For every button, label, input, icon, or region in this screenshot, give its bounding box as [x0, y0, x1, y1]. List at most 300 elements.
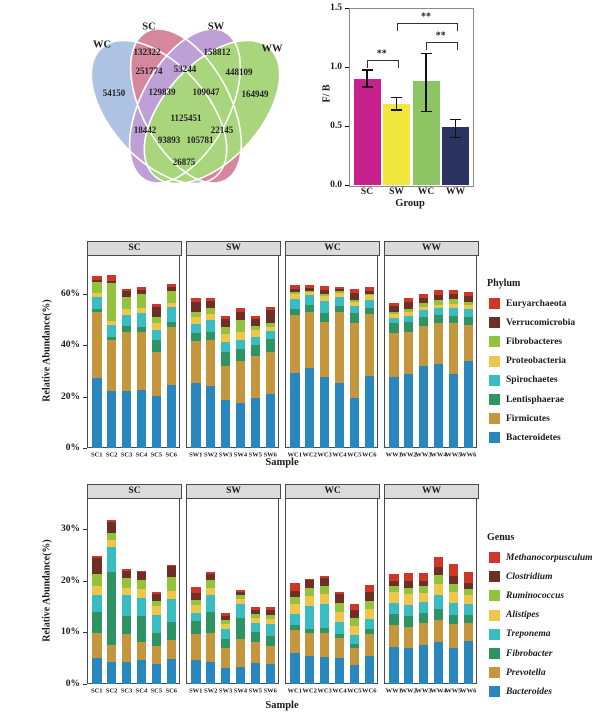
segment-prevotella	[107, 645, 117, 663]
legend-label-prevotella: Prevotella	[506, 667, 546, 678]
segment-firmicutes	[266, 352, 276, 394]
genus-legend-title: Genus	[487, 532, 515, 543]
segment-spirochaetes	[350, 306, 360, 314]
segment-spirochaetes	[365, 300, 375, 308]
stacked-bar-sw6	[266, 307, 276, 448]
segment-methanocorpusculum	[434, 557, 444, 567]
segment-spirochaetes	[92, 297, 102, 309]
stacked-bar-sw4	[236, 590, 246, 684]
segment-alistipes	[434, 584, 444, 595]
legend-label-methanocorpusculum: Methanocorpusculum	[506, 552, 593, 563]
segment-treponema	[266, 624, 276, 636]
segment-prevotella	[122, 634, 132, 662]
genus-x-axis-label: Sample	[265, 700, 299, 711]
xtick-label-wc6: WC6	[362, 687, 377, 695]
xtick-label-sw6: SW6	[263, 687, 277, 695]
panel-header-sc: SC	[87, 241, 182, 256]
segment-bacteroides	[221, 668, 231, 684]
segment-alistipes	[335, 612, 345, 622]
segment-fibrobacter	[206, 612, 216, 633]
segment-bacteroidetes	[305, 368, 315, 448]
xtick-label-sw6: SW6	[263, 451, 277, 459]
stacked-bar-ww3	[419, 294, 429, 448]
segment-prevotella	[167, 640, 177, 659]
segment-bacteroidetes	[389, 377, 399, 448]
segment-treponema	[167, 599, 177, 622]
legend-label-bacteroidetes: Bacteroidetes	[506, 432, 561, 443]
segment-spirochaetes	[236, 340, 246, 348]
segment-alistipes	[419, 593, 429, 603]
stacked-bar-wc1	[290, 583, 300, 684]
segment-alistipes	[365, 609, 375, 619]
segment-firmicutes	[221, 366, 231, 400]
xtick-label-sc1: SC1	[90, 451, 103, 459]
segment-proteobacteria	[191, 317, 201, 324]
segment-firmicutes	[434, 323, 444, 363]
segment-lentisphaerae	[389, 323, 399, 333]
stacked-bar-ww4	[434, 290, 444, 448]
segment-bacteroidetes	[335, 383, 345, 448]
segment-fibrobacter	[107, 572, 117, 644]
segment-clostridium	[335, 594, 345, 603]
fb-ytick-label: 0.5	[330, 121, 342, 131]
segment-firmicutes	[290, 315, 300, 373]
segment-bacteroides	[206, 662, 216, 684]
segment-bacteroides	[266, 664, 276, 684]
ytick-label: 10%	[61, 627, 80, 638]
segment-ruminococcus	[320, 586, 330, 594]
segment-alistipes	[152, 606, 162, 615]
fb-errorbar-cap-bottom	[391, 109, 402, 110]
segment-bacteroides	[404, 648, 414, 684]
segment-firmicutes	[137, 332, 147, 390]
segment-methanocorpusculum	[389, 574, 399, 581]
xtick-label-sw1: SW1	[189, 451, 203, 459]
fb-sig-label: **	[376, 48, 387, 60]
segment-clostridium	[449, 576, 459, 585]
xtick-label-ww5: WW5	[445, 451, 462, 459]
segment-lentisphaerae	[191, 333, 201, 342]
segment-fibrobacter	[191, 621, 201, 633]
segment-bacteroidetes	[137, 390, 147, 448]
ytick-label: 20%	[61, 391, 80, 402]
segment-bacteroides	[152, 664, 162, 684]
legend-swatch-fibrobacteres	[489, 336, 500, 347]
segment-bacteroidetes	[221, 400, 231, 448]
segment-ruminococcus	[92, 574, 102, 586]
segment-alistipes	[350, 626, 360, 636]
segment-bacteroidetes	[290, 373, 300, 448]
segment-clostridium	[152, 594, 162, 601]
segment-proteobacteria	[152, 323, 162, 330]
segment-proteobacteria	[251, 330, 261, 337]
fb-ytick-label: 1.0	[330, 62, 342, 72]
legend-swatch-spirochaetes	[489, 375, 500, 386]
segment-bacteroides	[305, 656, 315, 684]
xtick-label-ww5: WW5	[445, 687, 462, 695]
segment-lentisphaerae	[320, 313, 330, 321]
xtick-label-wc5: WC5	[347, 451, 362, 459]
segment-treponema	[434, 595, 444, 609]
legend-swatch-clostridium	[489, 571, 500, 582]
fb-xtick-label-sc: SC	[360, 187, 374, 197]
segment-alistipes	[137, 589, 147, 598]
xtick-label-sc5: SC5	[150, 451, 163, 459]
segment-methanocorpusculum	[419, 573, 429, 581]
xtick-label-sw5: SW5	[248, 451, 263, 459]
panel-header-ww: WW	[384, 484, 479, 499]
xtick-label-sc2: SC2	[105, 687, 118, 695]
segment-prevotella	[320, 633, 330, 657]
venn-count-wc+sw+ww: 93893	[157, 135, 181, 145]
segment-lentisphaerae	[266, 339, 276, 352]
segment-verrucomicrobia	[236, 312, 246, 320]
venn-set-label-wc: WC	[92, 39, 112, 51]
segment-bacteroides	[320, 657, 330, 684]
segment-bacteroides	[137, 660, 147, 684]
segment-treponema	[404, 605, 414, 616]
stacked-bar-sc5	[152, 304, 162, 448]
stacked-bar-ww4	[434, 557, 444, 684]
stacked-bar-wc1	[290, 285, 300, 448]
stacked-bar-sc3	[122, 289, 132, 448]
segment-proteobacteria	[221, 334, 231, 342]
segment-fibrobacteres	[107, 283, 117, 322]
segment-bacteroides	[167, 659, 177, 684]
fb-errorbar-cap-bottom	[450, 137, 461, 138]
fb-ytick-mark	[345, 126, 349, 127]
panel-header-wc: WC	[285, 241, 380, 256]
stacked-bar-ww3	[419, 573, 429, 684]
segment-clostridium	[365, 592, 375, 601]
segment-bacteroidetes	[152, 396, 162, 448]
fb-errorbar-line	[455, 120, 456, 138]
panel-header-sw: SW	[186, 484, 281, 499]
stacked-bar-sc2	[107, 520, 117, 684]
segment-methanocorpusculum	[404, 573, 414, 581]
segment-ruminococcus	[122, 578, 132, 588]
ytick-mark	[83, 684, 87, 685]
segment-firmicutes	[92, 312, 102, 379]
legend-swatch-prevotella	[489, 667, 500, 678]
legend-swatch-proteobacteria	[489, 356, 500, 367]
venn-labels	[0, 0, 310, 215]
xtick-label-sc3: SC3	[120, 687, 133, 695]
ytick-label: 30%	[61, 523, 80, 534]
xtick-label-wc4: WC4	[332, 687, 347, 695]
segment-prevotella	[404, 627, 414, 648]
venn-count-sc+sw+ww: 109047	[192, 87, 220, 97]
segment-prevotella	[221, 648, 231, 668]
segment-verrucomicrobia	[266, 310, 276, 322]
stacked-bar-wc4	[335, 592, 345, 684]
stacked-bar-wc6	[365, 287, 375, 448]
segment-fibrobacter	[236, 618, 246, 638]
stacked-bar-sc6	[167, 565, 177, 684]
segment-prevotella	[92, 633, 102, 658]
segment-alistipes	[290, 604, 300, 613]
stacked-bar-sc5	[152, 592, 162, 684]
stacked-bar-ww5	[449, 564, 459, 684]
legend-label-proteobacteria: Proteobacteria	[506, 356, 566, 367]
segment-fibrobacteres	[92, 282, 102, 293]
segment-spirochaetes	[107, 325, 117, 337]
segment-prevotella	[251, 642, 261, 663]
panel-header-ww: WW	[384, 241, 479, 256]
segment-spirochaetes	[167, 307, 177, 322]
phylum-stacked-chart	[0, 235, 600, 480]
segment-clostridium	[404, 581, 414, 588]
segment-spirochaetes	[419, 310, 429, 317]
stacked-bar-sc2	[107, 275, 117, 448]
stacked-bar-sc1	[92, 276, 102, 448]
segment-prevotella	[389, 625, 399, 648]
segment-methanocorpusculum	[464, 572, 474, 582]
segment-fibrobacter	[419, 613, 429, 623]
segment-bacteroidetes	[92, 378, 102, 448]
segment-treponema	[251, 623, 261, 632]
segment-bacteroidetes	[266, 394, 276, 448]
segment-lentisphaerae	[449, 316, 459, 324]
segment-treponema	[419, 602, 429, 613]
venn-count-wc+sw: 18442	[133, 125, 157, 135]
segment-treponema	[389, 603, 399, 614]
phylum-legend-title: Phylum	[487, 278, 521, 289]
segment-firmicutes	[122, 332, 132, 391]
segment-spirochaetes	[266, 331, 276, 338]
stacked-bar-ww2	[404, 573, 414, 684]
legend-swatch-treponema	[489, 629, 500, 640]
segment-clostridium	[350, 610, 360, 618]
segment-fibrobacteres	[221, 327, 231, 334]
segment-bacteroidetes	[191, 383, 201, 448]
venn-count-sw+ww: 448109	[225, 67, 253, 77]
xtick-label-ww6: WW6	[460, 451, 477, 459]
ytick-label: 20%	[61, 575, 80, 586]
segment-bacteroidetes	[404, 374, 414, 448]
segment-lentisphaerae	[305, 305, 315, 312]
segment-alistipes	[305, 596, 315, 606]
segment-spirochaetes	[320, 301, 330, 313]
segment-methanocorpusculum	[365, 585, 375, 592]
segment-lentisphaerae	[236, 349, 246, 362]
xtick-label-ww2: WW2	[400, 687, 417, 695]
segment-bacteroides	[389, 647, 399, 684]
segment-verrucomicrobia	[221, 319, 231, 327]
segment-bacteroides	[107, 662, 117, 684]
legend-label-ruminococcus: Ruminococcus	[506, 590, 565, 601]
genus-y-axis-label: Relative Abundance(%)	[41, 539, 53, 642]
segment-bacteroidetes	[449, 374, 459, 448]
segment-lentisphaerae	[251, 345, 261, 356]
xtick-label-sw5: SW5	[248, 687, 263, 695]
segment-fibrobacter	[167, 622, 177, 640]
segment-bacteroides	[434, 642, 444, 684]
genus-stacked-chart	[0, 480, 600, 720]
segment-ruminococcus	[419, 586, 429, 593]
segment-fibrobacteres	[122, 297, 132, 309]
segment-fibrobacteres	[167, 291, 177, 303]
segment-fibrobacteres	[152, 317, 162, 324]
segment-prevotella	[290, 630, 300, 653]
fb-xtick-label-wc: WC	[417, 187, 435, 197]
segment-firmicutes	[365, 314, 375, 376]
segment-fibrobacter	[137, 616, 147, 642]
segment-bacteroides	[290, 653, 300, 684]
fb-errorbar-cap-top	[450, 119, 461, 120]
segment-spirochaetes	[152, 330, 162, 340]
segment-lentisphaerae	[419, 317, 429, 326]
segment-alistipes	[449, 592, 459, 603]
stacked-bar-sw4	[236, 308, 246, 448]
segment-alistipes	[206, 588, 216, 595]
segment-fibrobacter	[389, 614, 399, 625]
segment-bacteroides	[122, 662, 132, 684]
xtick-label-ww1: WW1	[385, 451, 402, 459]
segment-treponema	[464, 604, 474, 615]
segment-firmicutes	[191, 341, 201, 383]
xtick-label-ww2: WW2	[400, 451, 417, 459]
segment-ruminococcus	[335, 603, 345, 612]
venn-count-wc+sc: 251774	[135, 66, 163, 76]
stacked-bar-sw2	[206, 572, 216, 684]
legend-label-clostridium: Clostridium	[506, 571, 553, 582]
ytick-label: 0%	[65, 443, 80, 453]
fb-bar-sc	[354, 79, 381, 185]
fb-sig-label: **	[421, 11, 431, 23]
stacked-bar-wc3	[320, 286, 330, 448]
segment-alistipes	[191, 605, 201, 612]
segment-bacteroidetes	[236, 403, 246, 448]
xtick-label-sc3: SC3	[120, 451, 133, 459]
fb-bar-chart	[310, 0, 600, 220]
segment-alistipes	[404, 594, 414, 605]
segment-firmicutes	[251, 356, 261, 398]
legend-swatch-lentisphaerae	[489, 394, 500, 405]
segment-firmicutes	[167, 327, 177, 385]
xtick-label-wc1: WC1	[287, 687, 302, 695]
segment-bacteroidetes	[251, 398, 261, 448]
segment-bacteroides	[350, 665, 360, 684]
xtick-label-sw4: SW4	[233, 687, 248, 695]
fb-sig-bracket	[426, 42, 458, 50]
stacked-bar-ww1	[389, 574, 399, 684]
segment-proteobacteria	[122, 309, 132, 316]
xtick-label-wc2: WC2	[302, 687, 317, 695]
xtick-label-sw4: SW4	[233, 451, 248, 459]
segment-firmicutes	[305, 312, 315, 368]
segment-firmicutes	[320, 322, 330, 378]
venn-count-sw: 158812	[203, 47, 231, 57]
fb-xtick-label-ww: WW	[446, 187, 465, 197]
segment-firmicutes	[449, 323, 459, 373]
segment-treponema	[320, 604, 330, 628]
segment-prevotella	[152, 646, 162, 664]
stacked-bar-wc2	[305, 579, 315, 684]
segment-treponema	[350, 635, 360, 644]
segment-bacteroidetes	[350, 398, 360, 448]
fb-xtick-label-sw: SW	[389, 187, 404, 197]
stacked-bar-sc1	[92, 556, 102, 684]
segment-spirochaetes	[251, 337, 261, 345]
phylum-y-axis-label: Relative Abundance(%)	[41, 299, 53, 402]
legend-swatch-fibrobacter	[489, 648, 500, 659]
segment-fibrobacter	[122, 616, 132, 634]
xtick-label-wc3: WC3	[317, 451, 332, 459]
stacked-bar-wc4	[335, 287, 345, 448]
fb-sig-label: **	[435, 30, 446, 42]
segment-fibrobacter	[464, 615, 474, 623]
segment-verrucomicrobia	[152, 307, 162, 317]
legend-swatch-ruminococcus	[489, 590, 500, 601]
segment-proteobacteria	[236, 332, 246, 340]
segment-spirochaetes	[206, 320, 216, 332]
segment-ruminococcus	[137, 580, 147, 589]
legend-label-fibrobacteres: Fibrobacteres	[506, 336, 563, 347]
xtick-label-sw1: SW1	[189, 687, 203, 695]
legend-label-fibrobacter: Fibrobacter	[506, 648, 553, 659]
segment-firmicutes	[335, 312, 345, 383]
segment-bacteroides	[335, 658, 345, 684]
segment-lentisphaerae	[434, 315, 444, 323]
segment-lentisphaerae	[350, 313, 360, 323]
stacked-bar-ww1	[389, 303, 399, 448]
segment-clostridium	[305, 580, 315, 589]
venn-count-wc+sc+ww: 105781	[186, 135, 214, 145]
segment-prevotella	[464, 623, 474, 641]
stacked-bar-sc4	[137, 287, 147, 448]
xtick-label-wc3: WC3	[317, 687, 332, 695]
segment-prevotella	[350, 648, 360, 665]
segment-fibrobacter	[404, 616, 414, 627]
segment-spirochaetes	[122, 315, 132, 326]
xtick-label-sc2: SC2	[105, 451, 118, 459]
fb-errorbar-cap-bottom	[362, 86, 373, 87]
segment-spirochaetes	[449, 308, 459, 316]
segment-treponema	[107, 547, 117, 573]
segment-bacteroidetes	[107, 391, 117, 448]
segment-spirochaetes	[335, 297, 345, 306]
phylum-x-axis-label: Sample	[265, 457, 299, 468]
legend-label-lentisphaerae: Lentisphaerae	[506, 394, 565, 405]
stacked-bar-sw5	[251, 316, 261, 448]
segment-ruminococcus	[107, 533, 117, 540]
xtick-label-ww3: WW3	[415, 451, 432, 459]
segment-treponema	[221, 629, 231, 638]
segment-treponema	[92, 595, 102, 613]
segment-prevotella	[206, 633, 216, 662]
fb-y-axis-label: F/ B	[321, 84, 333, 103]
segment-alistipes	[464, 595, 474, 605]
segment-spirochaetes	[137, 313, 147, 326]
venn-set-label-ww: WW	[261, 43, 283, 55]
legend-swatch-bacteroidetes	[489, 432, 500, 443]
segment-fibrobacter	[434, 609, 444, 620]
segment-bacteroides	[464, 641, 474, 684]
fb-errorbar-line	[425, 53, 426, 111]
panel-header-sc: SC	[87, 484, 182, 499]
venn-count-wc+sc+sw+ww: 1125451	[170, 113, 202, 123]
segment-ruminococcus	[206, 580, 216, 589]
segment-fibrobacteres	[206, 308, 216, 315]
venn-count-sc+ww: 22145	[210, 125, 234, 135]
fb-errorbar-line	[366, 70, 367, 87]
segment-treponema	[365, 619, 375, 629]
fb-ytick-mark	[345, 185, 349, 186]
segment-lentisphaerae	[152, 340, 162, 352]
legend-swatch-firmicutes	[489, 413, 500, 424]
segment-fibrobacteres	[236, 320, 246, 332]
